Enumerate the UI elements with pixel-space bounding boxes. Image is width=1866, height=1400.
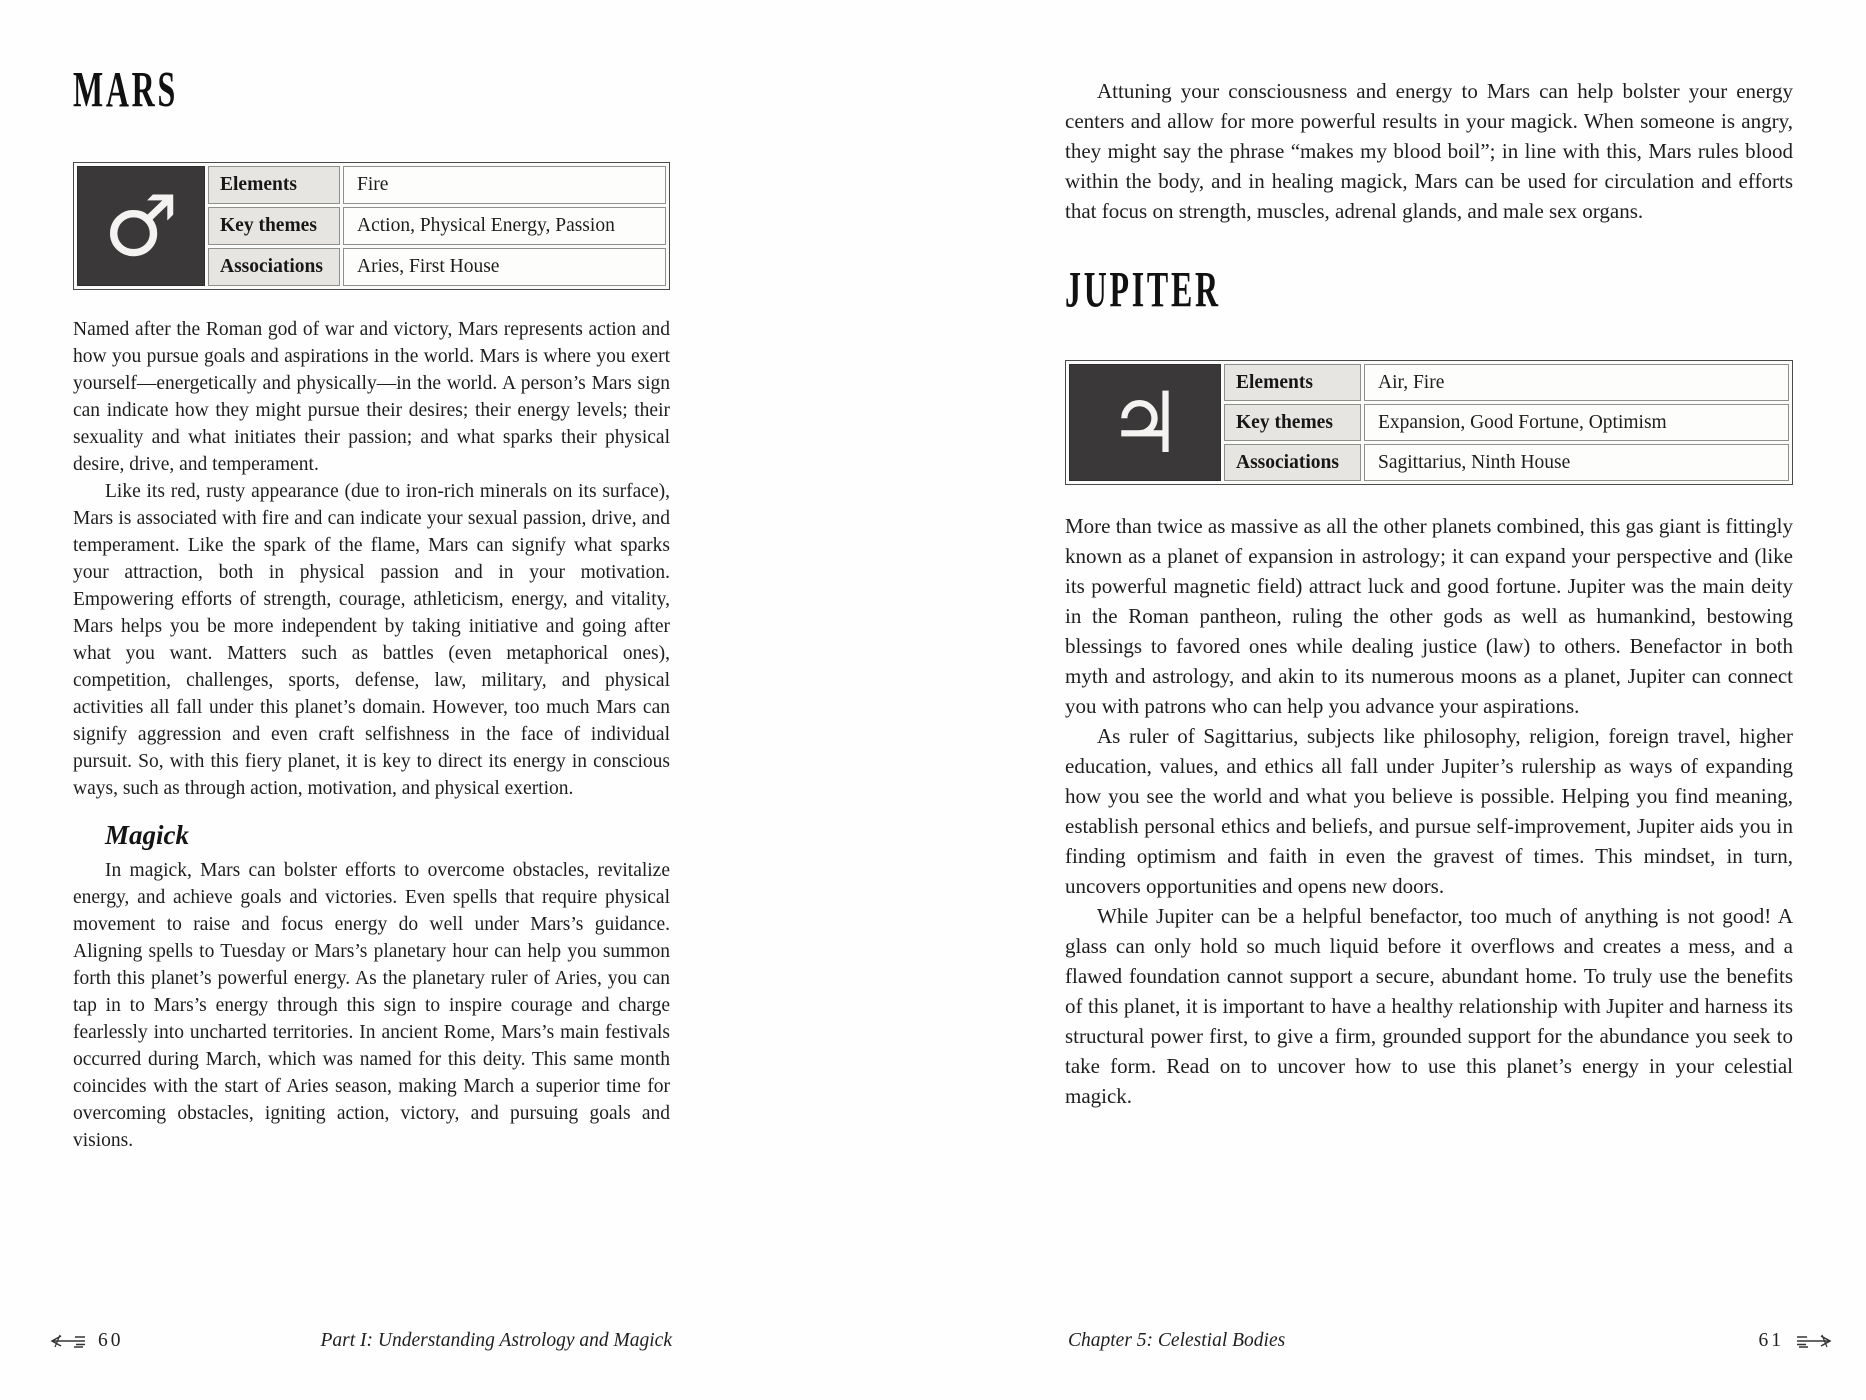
mars-associations-label: Associations xyxy=(208,248,340,286)
mars-elements-label: Elements xyxy=(208,166,340,204)
jupiter-elements-value: Air, Fire xyxy=(1364,364,1789,401)
right-page xyxy=(1065,0,1793,1111)
jupiter-associations-value: Sagittarius, Ninth House xyxy=(1364,444,1789,481)
page-number-right: 61 xyxy=(1758,1330,1784,1351)
right-page-footer xyxy=(1068,1330,1832,1352)
arrow-ornament-icon xyxy=(1796,1334,1832,1348)
mars-elements-value: Fire xyxy=(343,166,666,204)
jupiter-info-table xyxy=(1065,360,1793,485)
jupiter-paragraph-2: As ruler of Sagittarius, subjects like philosophy, religion, foreign travel, higher education, values, and ethics all fall under Jupiter’s rulership as ways of expanding how you see the world and what you believe is possible. Helping you find meaning, establish personal ethics and beliefs, and pursue self-improvement, Jupiter aids you in finding optimism and faith in even the gravest of times. This mindset, in turn, uncovers opportunities and opens new doors. xyxy=(1065,724,1793,898)
jupiter-symbol-icon: ♃ xyxy=(1069,364,1221,481)
magick-paragraph: In magick, Mars can bolster efforts to overcome obstacles, revitalize energy, and achieve goals and victories. Even spells that require physical movement to raise and focus energy do well under Mars’s guidance. Aligning spells to Tuesday or Mars’s planetary hour can help you summon forth this planet’s powerful energy. As the planetary ruler of Aries, you can tap in to Mars’s energy through this sign to inspire courage and charge fearlessly into uncharted territories. In ancient Rome, Mars’s main festivals occurred during March, which was named for this deity. This same month coincides with the start of Aries season, making March a superior time for overcoming obstacles, igniting action, victory, and pursuing goals and visions. xyxy=(73,860,670,1151)
left-page-footer xyxy=(50,1330,672,1352)
jupiter-paragraph-3: While Jupiter can be a helpful benefactor, too much of anything is not good! A glass can only hold so much liquid before it overflows and creates a mess, and a flawed foundation cannot support a secure, abundant home. To truly use the benefits of this planet, it is important to have a healthy relationship with Jupiter and harness its structural power first, to give a firm, grounded support for the abundance you seek to take form. Read on to uncover how to use this planet’s energy in your celestial magick. xyxy=(1065,904,1793,1108)
mars-symbol-icon: ♂ xyxy=(77,166,205,286)
mars-paragraph-1: Named after the Roman god of war and victory, Mars represents action and how you pursue goals and aspirations in the world. Mars is where you exert yourself—energetically and physically—in the world. A person’s Mars sign can indicate how they might pursue their desires; their energy levels; their sexuality and what initiates their passion; and what sparks their physical desire, drive, and temperament. xyxy=(73,319,670,475)
mars-key-themes-label: Key themes xyxy=(208,207,340,245)
magick-heading: Magick xyxy=(105,820,189,850)
mars-paragraph-2: Like its red, rusty appearance (due to iron-rich minerals on its surface), Mars is associated with fire and can indicate your sexual passion, drive, and temperament. Like the spark of the flame, Mars can signify what sparks your attraction, both in physical passion and in your motivation. Empowering efforts of strength, courage, athleticism, energy, and vitality, Mars helps you be more independent by taking initiative and going after what you want. Matters such as battles (even metaphorical ones), competition, challenges, sports, defense, law, military, and physical activities all fall under this planet’s domain. However, too much Mars can signify aggression and even craft selfishness in the face of individual pursuit. So, with this fiery planet, it is key to direct its energy in conscious ways, such as through action, motivation, and physical exertion. xyxy=(73,481,670,799)
arrow-ornament-icon xyxy=(50,1334,86,1348)
left-page xyxy=(73,0,670,1154)
jupiter-key-themes-label: Key themes xyxy=(1224,404,1361,441)
mars-key-themes-value: Action, Physical Energy, Passion xyxy=(343,207,666,245)
mars-continuation-paragraph: Attuning your consciousness and energy to Mars can help bolster your energy centers and allow for more powerful results in your magick. When someone is angry, they might say the phrase “makes my blood boil”; in line with this, Mars rules blood within the body, and in healing magick, Mars can be used for circulation and efforts that focus on strength, muscles, adrenal glands, and male sex organs. xyxy=(1065,79,1793,223)
running-title-right: Chapter 5: Celestial Bodies xyxy=(1068,1330,1286,1351)
jupiter-associations-label: Associations xyxy=(1224,444,1361,481)
jupiter-elements-label: Elements xyxy=(1224,364,1361,401)
jupiter-key-themes-value: Expansion, Good Fortune, Optimism xyxy=(1364,404,1789,441)
jupiter-paragraph-1: More than twice as massive as all the other planets combined, this gas giant is fittingly known as a planet of expansion in astrology; it can expand your perspective and (like its powerful magnetic field) attract luck and good fortune. Jupiter was the main deity in the Roman pantheon, ruling the other gods as well as humankind, bestowing blessings to favored ones while dealing justice (law) to others. Benefactor in both myth and astrology, and akin to its numerous moons as a planet, Jupiter can connect you with patrons who can help you advance your aspirations. xyxy=(1065,514,1793,718)
page-title-mars: MARS xyxy=(73,62,178,119)
page-number-left: 60 xyxy=(98,1330,124,1351)
page-title-jupiter: JUPITER xyxy=(1065,262,1221,319)
mars-info-table xyxy=(73,162,670,290)
mars-associations-value: Aries, First House xyxy=(343,248,666,286)
running-title-left: Part I: Understanding Astrology and Magick xyxy=(320,1330,672,1351)
